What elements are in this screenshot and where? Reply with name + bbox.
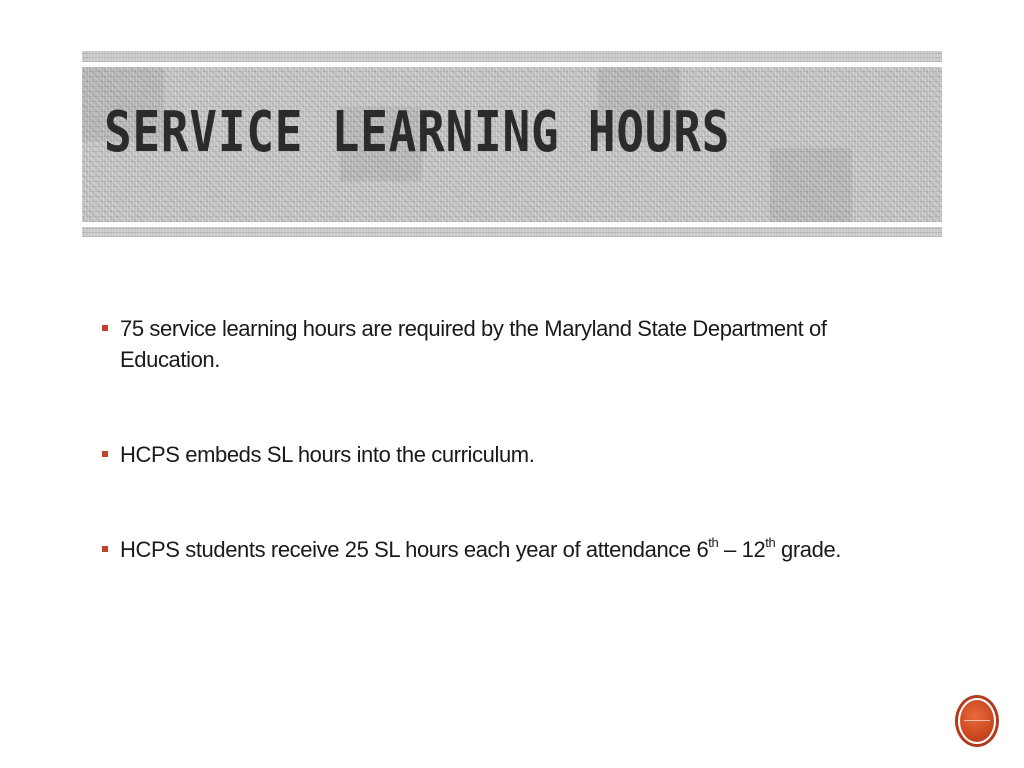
bullet-text-part: grade. [775,537,842,562]
bullet-item [100,313,930,375]
bullet-text: HCPS embeds SL hours into the curriculum. [120,442,535,467]
banner-texture-block [770,148,852,222]
title-top-stripe [82,51,942,62]
next-slide-circle-icon[interactable] [958,698,996,744]
superscript: th [708,535,719,550]
title-bottom-stripe [82,227,942,237]
bullet-item [100,534,930,565]
square-bullet-icon [102,546,108,552]
bullet-text-part: HCPS students receive 25 SL hours each year of attendance 6 [120,537,709,562]
bullet-text: 75 service learning hours are required by the Maryland State Department of Education. [120,316,827,372]
superscript: th [765,535,776,550]
bullet-list [100,313,930,565]
bullet-item [100,439,930,470]
slide-title: SERVICE LEARNING HOURS [104,100,731,165]
title-banner [82,67,942,222]
square-bullet-icon [102,325,108,331]
square-bullet-icon [102,451,108,457]
bullet-text-part: – 12 [718,537,766,562]
